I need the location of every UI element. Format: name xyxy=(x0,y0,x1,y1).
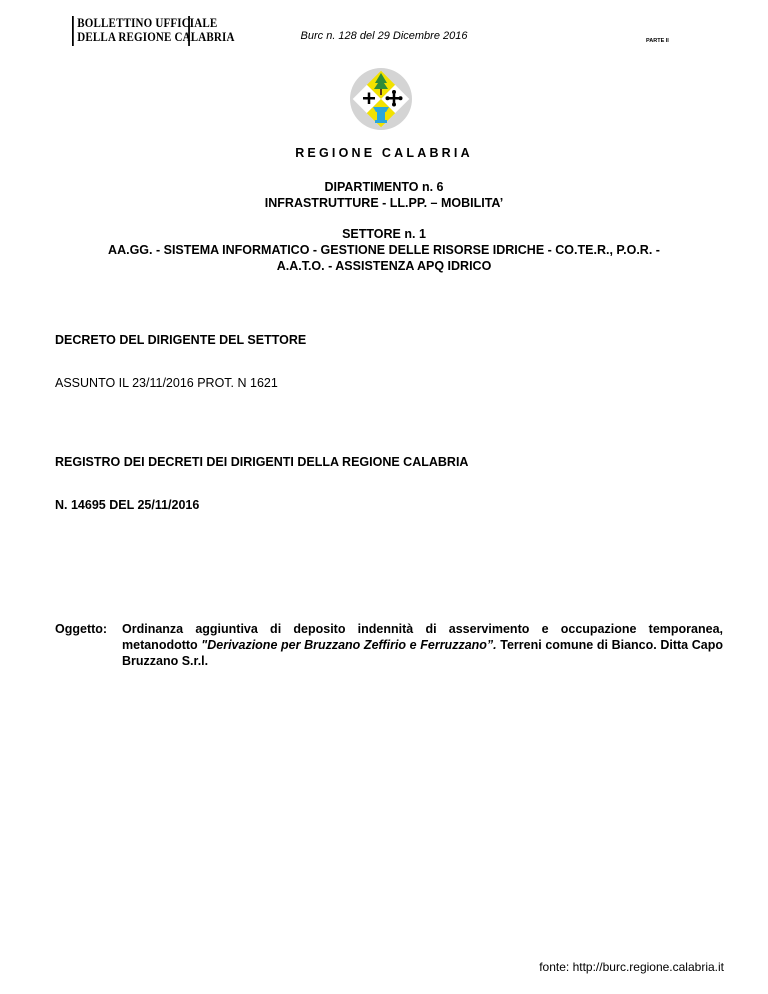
subject-text-part-2: Terreni comune di Bianco. Ditta Capo Bruzzano S.r.l. xyxy=(122,638,723,668)
decree-assunto: ASSUNTO IL 23/11/2016 PROT. N 1621 xyxy=(55,376,278,390)
subject-text xyxy=(122,621,723,669)
sector-block xyxy=(0,226,768,274)
subject-text-italic: "Derivazione per Bruzzano Zeffirio e Ferruzzano”. xyxy=(201,638,497,652)
burc-header: Burc n. 128 del 29 Dicembre 2016 xyxy=(300,30,468,42)
sector-description-line-2: A.A.T.O. - ASSISTENZA APQ IDRICO xyxy=(276,259,492,273)
sector-number: SETTORE n. 1 xyxy=(342,227,426,241)
sector-description-line-1: AA.GG. - SISTEMA INFORMATICO - GESTIONE DELLE RISORSE IDRICHE - CO.TE.R., P.O.R. - xyxy=(108,243,660,257)
department-number: DIPARTIMENTO n. 6 xyxy=(324,180,444,194)
decree-number: N. 14695 DEL 25/11/2016 xyxy=(55,498,200,512)
region-title: REGIONE CALABRIA xyxy=(295,146,473,160)
calabria-region-emblem-icon xyxy=(349,67,413,131)
subject-label: Oggetto: xyxy=(55,622,108,636)
subject-text-part-1: Ordinanza aggiuntiva di deposito indennità di asservimento e occupazione temporanea, metanodotto xyxy=(122,622,723,652)
masthead-line-1: BOLLETTINO UFFICIALE xyxy=(77,16,218,30)
masthead-line-2: DELLA REGIONE CALABRIA xyxy=(77,30,235,44)
subject-block xyxy=(55,621,723,669)
decree-title: DECRETO DEL DIRIGENTE DEL SETTORE xyxy=(55,333,307,347)
decree-registro: REGISTRO DEI DECRETI DEI DIRIGENTI DELLA REGIONE CALABRIA xyxy=(55,455,469,469)
department-block xyxy=(0,179,768,211)
parte-label: PARTE II xyxy=(646,38,669,44)
department-name: INFRASTRUTTURE - LL.PP. – MOBILITA’ xyxy=(264,196,504,210)
source-footer: fonte: http://burc.regione.calabria.it xyxy=(539,960,724,974)
